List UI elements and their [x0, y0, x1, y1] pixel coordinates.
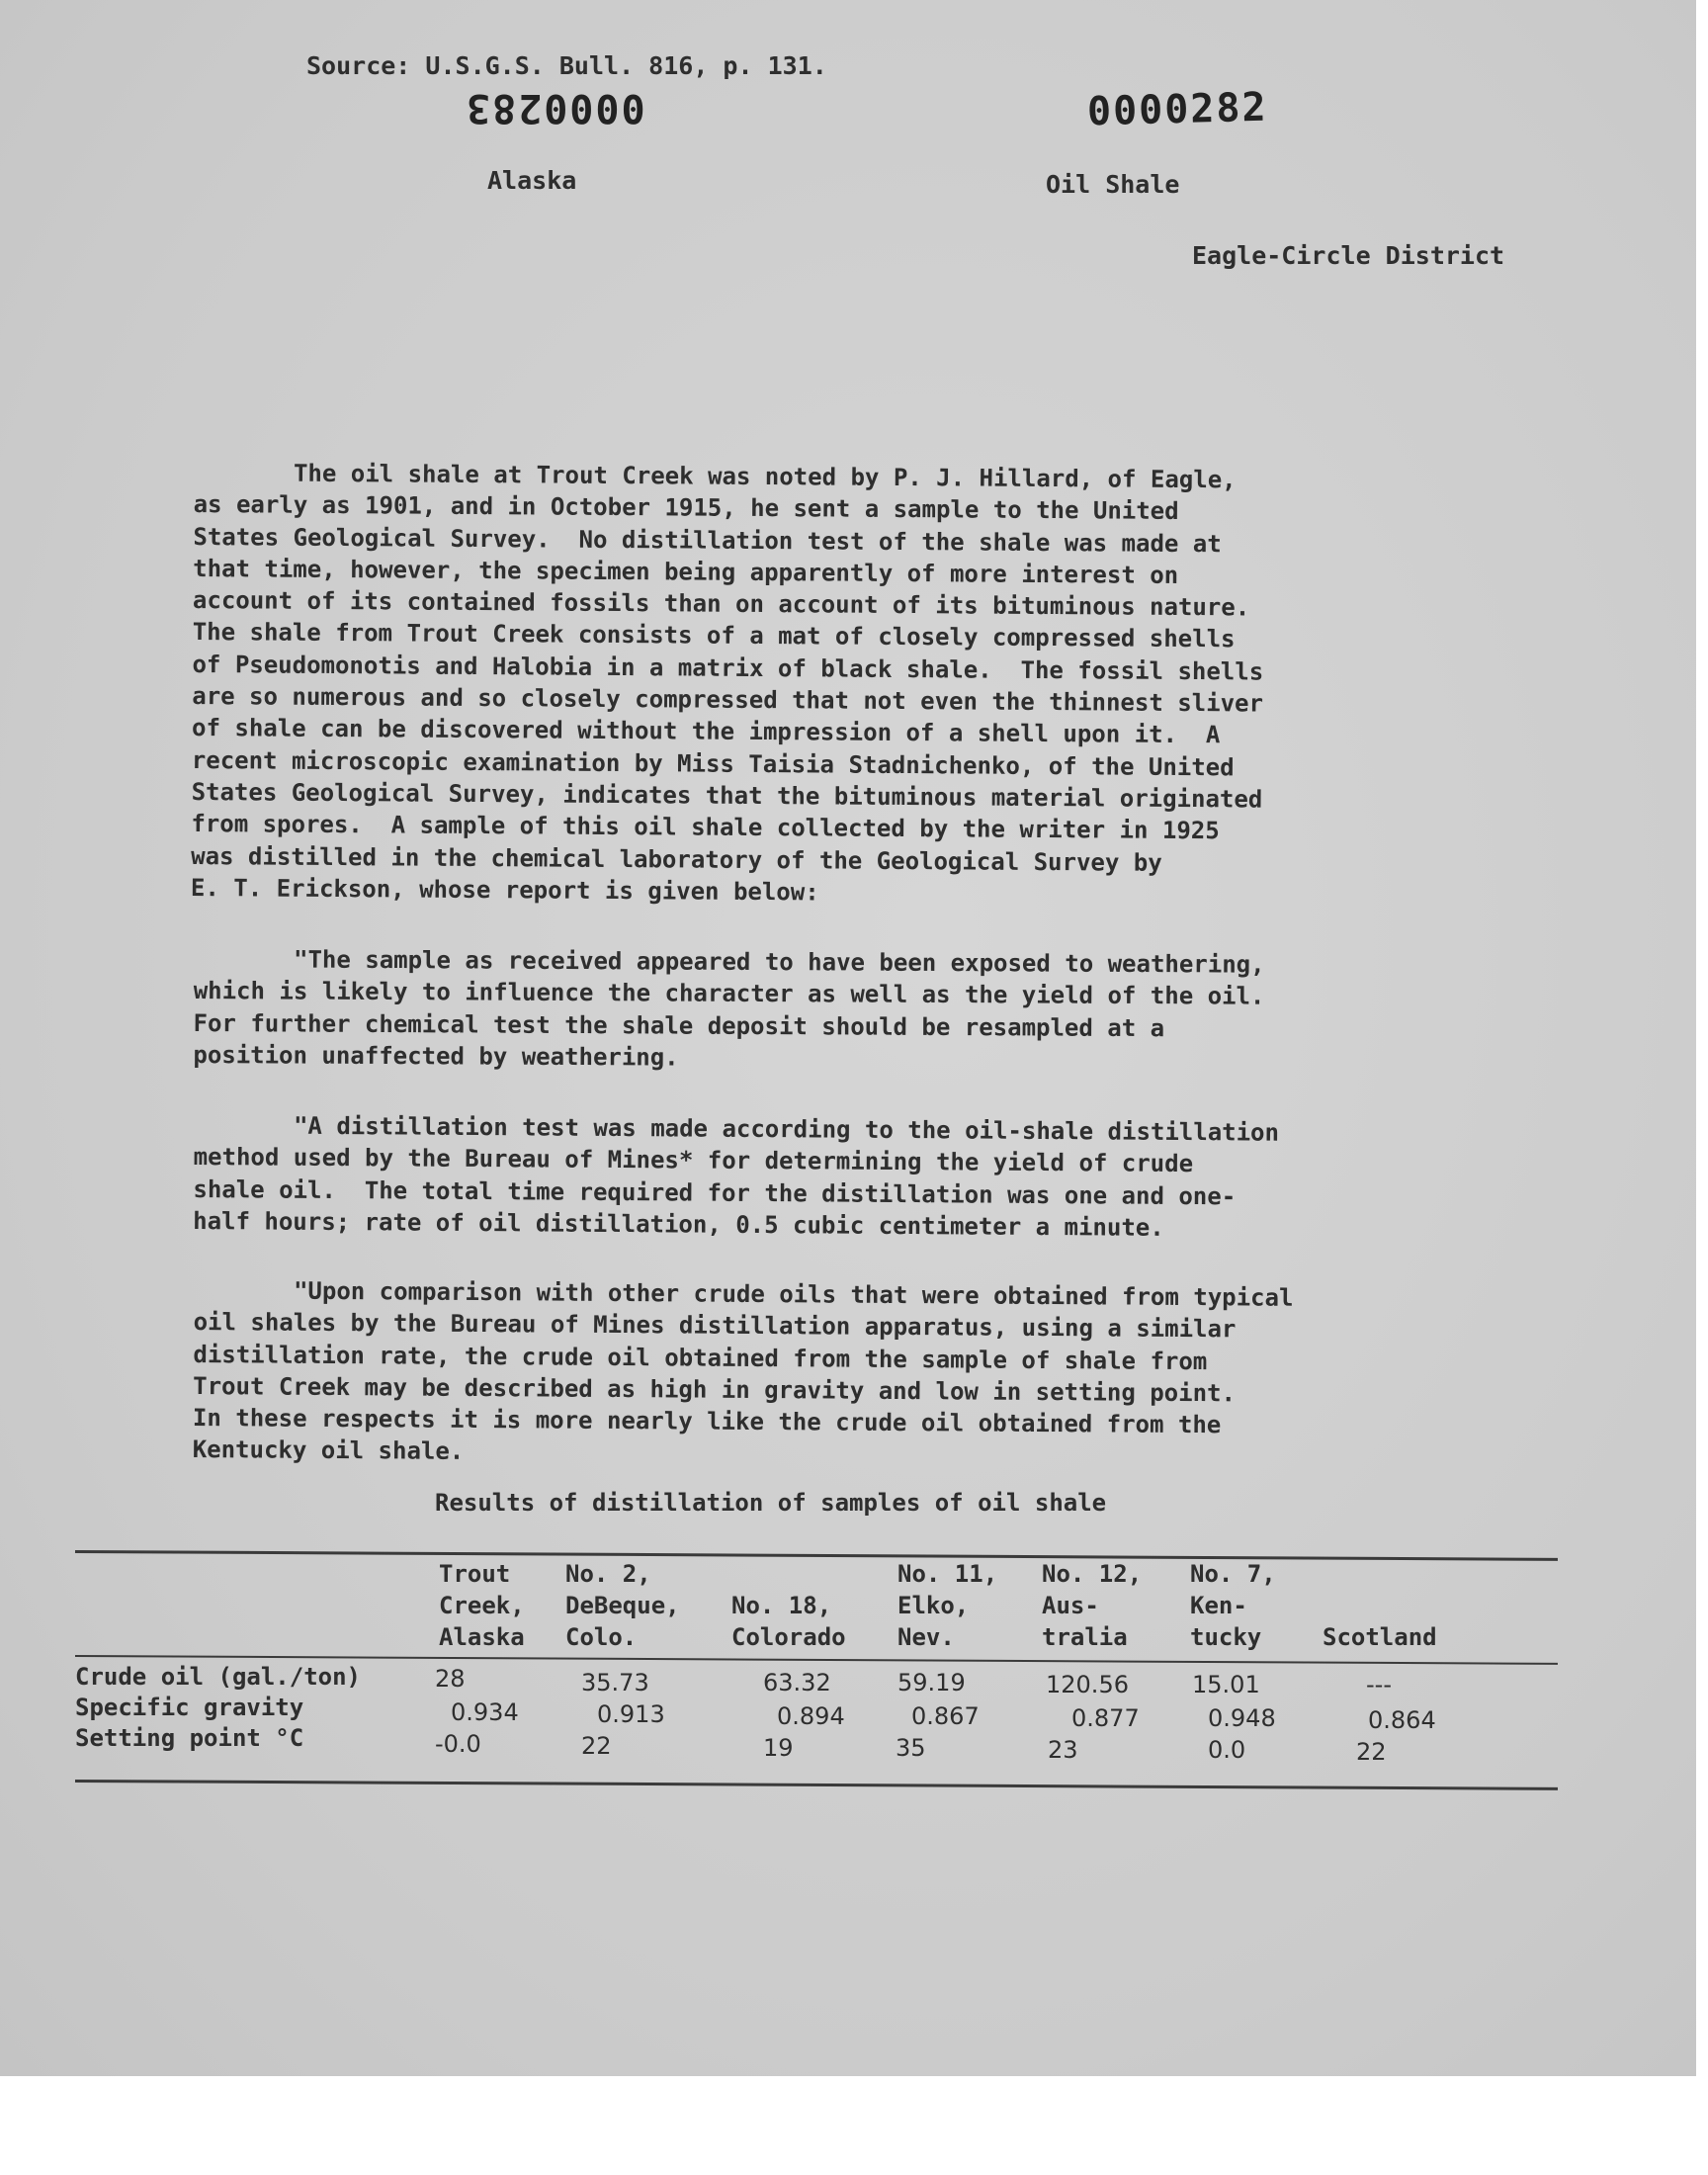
table-bottom-rule	[75, 1780, 1558, 1790]
table-caption: Results of distillation of samples of oil shale	[435, 1489, 1107, 1517]
table-cell: 0.934	[451, 1698, 519, 1726]
table-cell: 0.913	[597, 1700, 665, 1728]
text-line: of Pseudomonotis and Halobia in a matrix of black shale. The fossil shells	[192, 650, 1264, 686]
table-cell: 0.948	[1208, 1704, 1276, 1732]
row-label: Specific gravity	[75, 1694, 304, 1721]
column-header: No. 2, DeBeque, Colo.	[565, 1560, 680, 1651]
document-number-stamp-inverted: 0000283	[465, 85, 645, 130]
table-cell: 35.73	[581, 1669, 649, 1696]
text-line: was distilled in the chemical laboratory of the Geological Survey by	[191, 841, 1162, 877]
table-cell: 0.894	[777, 1702, 845, 1730]
paragraph-intro	[191, 457, 1479, 913]
text-line: method used by the Bureau of Mines* for determining the yield of crude	[193, 1143, 1194, 1178]
column-header: No. 7, Ken- tucky	[1190, 1560, 1276, 1651]
row-label: Crude oil (gal./ton)	[75, 1663, 361, 1691]
paragraph-quote-distillation	[193, 1109, 1479, 1246]
text-line: distillation rate, the crude oil obtained from the sample of shale from	[193, 1340, 1208, 1375]
table-cell: 22	[581, 1732, 612, 1760]
table-cell: -0.0	[435, 1730, 481, 1758]
column-header: No. 12, Aus- tralia	[1042, 1560, 1143, 1651]
text-line: The oil shale at Trout Creek was noted by P. J. Hillard, of Eagle,	[193, 458, 1237, 494]
paragraph-quote-weathering	[193, 943, 1479, 1078]
text-line: Trout Creek may be described as high in gravity and low in setting point.	[193, 1371, 1237, 1408]
text-line: position unaffected by weathering.	[193, 1040, 679, 1072]
column-header: Scotland	[1323, 1623, 1437, 1651]
document-number-stamp: 0000282	[1086, 84, 1269, 135]
text-line: from spores. A sample of this oil shale collected by the writer in 1925	[191, 810, 1220, 845]
table-cell: 35	[896, 1734, 926, 1762]
text-line: of shale can be discovered without the impression of a shell upon it. A	[191, 714, 1221, 749]
text-line: The shale from Trout Creek consists of a mat of closely compressed shells	[192, 618, 1236, 653]
text-line: States Geological Survey, indicates that the bituminous material originated	[191, 777, 1263, 814]
text-line: Kentucky oil shale.	[192, 1436, 465, 1466]
text-line: that time, however, the specimen being apparently of more interest on	[193, 554, 1179, 589]
text-line: are so numerous and so closely compressed that not even the thinnest sliver	[192, 682, 1264, 718]
table-cell: 28	[435, 1665, 466, 1693]
state-heading: Alaska	[487, 166, 577, 195]
table-cell: 63.32	[763, 1669, 831, 1696]
table-cell: 0.867	[911, 1702, 980, 1730]
table-cell: 23	[1048, 1736, 1078, 1764]
paragraph-quote-comparison	[193, 1274, 1479, 1475]
column-header: No. 11, Elko, Nev.	[897, 1560, 998, 1651]
text-line: States Geological Survey. No distillation test of the shale was made at	[193, 522, 1222, 558]
text-line: In these respects it is more nearly like the crude oil obtained from the	[192, 1404, 1222, 1439]
table-cell: 0.877	[1071, 1704, 1140, 1732]
table-cell: 19	[763, 1734, 794, 1762]
text-line: account of its contained fossils than on account of its bituminous nature.	[192, 586, 1250, 622]
table-cell: 120.56	[1046, 1671, 1129, 1698]
text-line: E. T. Erickson, whose report is given below:	[190, 873, 819, 907]
row-label: Setting point °C	[75, 1724, 304, 1752]
text-line: "A distillation test was made according to the oil-shale distillation	[193, 1111, 1280, 1147]
text-line: half hours; rate of oil distillation, 0.5 cubic centimeter a minute.	[193, 1206, 1164, 1242]
table-cell: 22	[1356, 1738, 1387, 1766]
column-header: Trout Creek, Alaska	[439, 1560, 525, 1651]
text-line: shale oil. The total time required for the distillation was one and one-	[193, 1174, 1237, 1210]
text-line: "The sample as received appeared to have been exposed to weathering,	[193, 945, 1265, 979]
text-line: as early as 1901, and in October 1915, he sent a sample to the United	[193, 490, 1179, 526]
table-cell: 59.19	[897, 1669, 966, 1696]
column-header: No. 18, Colorado	[731, 1592, 846, 1651]
table-cell: 0.864	[1368, 1706, 1436, 1734]
table-cell: 15.01	[1192, 1671, 1260, 1698]
text-line: "Upon comparison with other crude oils that were obtained from typical	[193, 1276, 1294, 1312]
table-cell: ---	[1366, 1671, 1392, 1698]
district-heading: Eagle-Circle District	[1192, 241, 1505, 270]
topic-heading: Oil Shale	[1046, 170, 1180, 199]
table-cell: 0.0	[1208, 1736, 1246, 1764]
text-line: For further chemical test the shale deposit should be resampled at a	[193, 1008, 1165, 1042]
text-line: oil shales by the Bureau of Mines distillation apparatus, using a similar	[193, 1308, 1237, 1344]
text-line: recent microscopic examination by Miss Taisia Stadnichenko, of the United	[191, 745, 1235, 782]
source-citation: Source: U.S.G.S. Bull. 816, p. 131.	[306, 51, 827, 80]
text-line: which is likely to influence the character as well as the yield of the oil.	[193, 977, 1265, 1010]
